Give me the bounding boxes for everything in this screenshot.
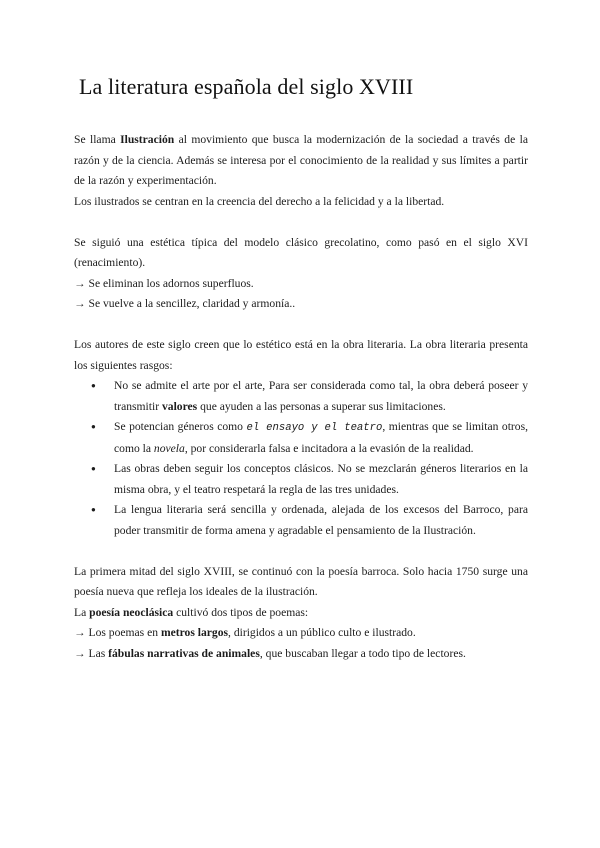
text-segment: al movimiento que busca la modernización de la sociedad a través de la razón y de la ciencia. Además se interesa por el conocimiento de la realidad y sus límites a partir de la razón y experimentación. bbox=[74, 133, 528, 187]
text-segment: , por considerarla falsa e incitadora a la evasión de la realidad. bbox=[184, 441, 474, 455]
paragraph-ilustracion bbox=[74, 130, 528, 192]
bold-term-poesia-neoclasica: poesía neoclásica bbox=[89, 605, 174, 619]
italic-term-novela: novela bbox=[153, 441, 185, 455]
list-item bbox=[114, 376, 528, 417]
paragraph-estetica: Se siguió una estética típica del modelo clásico grecolatino, como pasó en el siglo XVI (renacimiento). bbox=[74, 235, 528, 269]
blank-line bbox=[74, 315, 528, 336]
page-title: La literatura española del siglo XVIII bbox=[79, 74, 414, 99]
text-segment: cultivó dos tipos de poemas: bbox=[173, 605, 309, 619]
list-item: ● Las obras deben seguir los conceptos clásicos. No se mezclarán géneros literarios en la misma obra, y el teatro respetará la regla de las tres unidades. bbox=[114, 459, 528, 500]
text-segment: , que buscaban llegar a todo tipo de lectores. bbox=[259, 646, 466, 660]
paragraph-poesia-neoclasica bbox=[74, 603, 528, 624]
text-segment: , mientras que se limitan otros, como la bbox=[114, 420, 529, 455]
text-segment: No se admite el arte por el arte, Para ser considerada como tal, la obra deberá poseer y transmitir bbox=[114, 379, 528, 413]
bold-term-ilustracion: Ilustración bbox=[120, 133, 175, 146]
list-item bbox=[114, 417, 528, 459]
text-segment: Se llama bbox=[74, 133, 121, 146]
paragraph-poesia-barroca: La primera mitad del siglo XVIII, se continuó con la poesía barroca. Solo hacia 1750 surge una poesía nueva que refleja los ideales de la ilustración. bbox=[74, 564, 528, 598]
text-segment: que ayuden a las personas a superar sus limitaciones. bbox=[197, 399, 446, 413]
paragraph-ilustrados: Los ilustrados se centran en la creencia del derecho a la felicidad y a la libertad. bbox=[74, 194, 445, 208]
arrow-line-adornos: → Se eliminan los adornos superfluos. bbox=[74, 276, 254, 290]
arrow-line-fabulas bbox=[74, 644, 528, 665]
text-segment: → Los poemas en bbox=[74, 626, 161, 639]
text-segment: → Las bbox=[74, 646, 109, 660]
bold-term-valores: valores bbox=[161, 399, 198, 413]
blank-line bbox=[74, 212, 528, 233]
list-item: ● La lengua literaria será sencilla y ordenada, alejada de los excesos del Barroco, para poder transmitir de forma amena y agradable el pensamiento de la Ilustración. bbox=[114, 500, 528, 541]
document-body bbox=[74, 130, 528, 664]
blank-line bbox=[74, 541, 528, 562]
arrow-line-sencillez: → Se vuelve a la sencillez, claridad y armonía.. bbox=[74, 297, 296, 310]
text-segment: , dirigidos a un público culto e ilustrado. bbox=[228, 626, 416, 639]
mono-term-ensayo-teatro: el ensayo y el teatro bbox=[246, 422, 383, 434]
bold-term-metros-largos: metros largos bbox=[160, 626, 229, 639]
text-segment: La bbox=[74, 605, 90, 619]
rasgos-list bbox=[74, 376, 528, 541]
bold-term-fabulas: fábulas narrativas de animales bbox=[108, 646, 260, 660]
arrow-line-metros-largos bbox=[74, 623, 528, 644]
paragraph-rasgos-intro: Los autores de este siglo creen que lo estético está en la obra literaria. La obra literaria presenta los siguientes rasgos: bbox=[74, 338, 528, 372]
text-segment: Se potencian géneros como bbox=[114, 420, 247, 433]
